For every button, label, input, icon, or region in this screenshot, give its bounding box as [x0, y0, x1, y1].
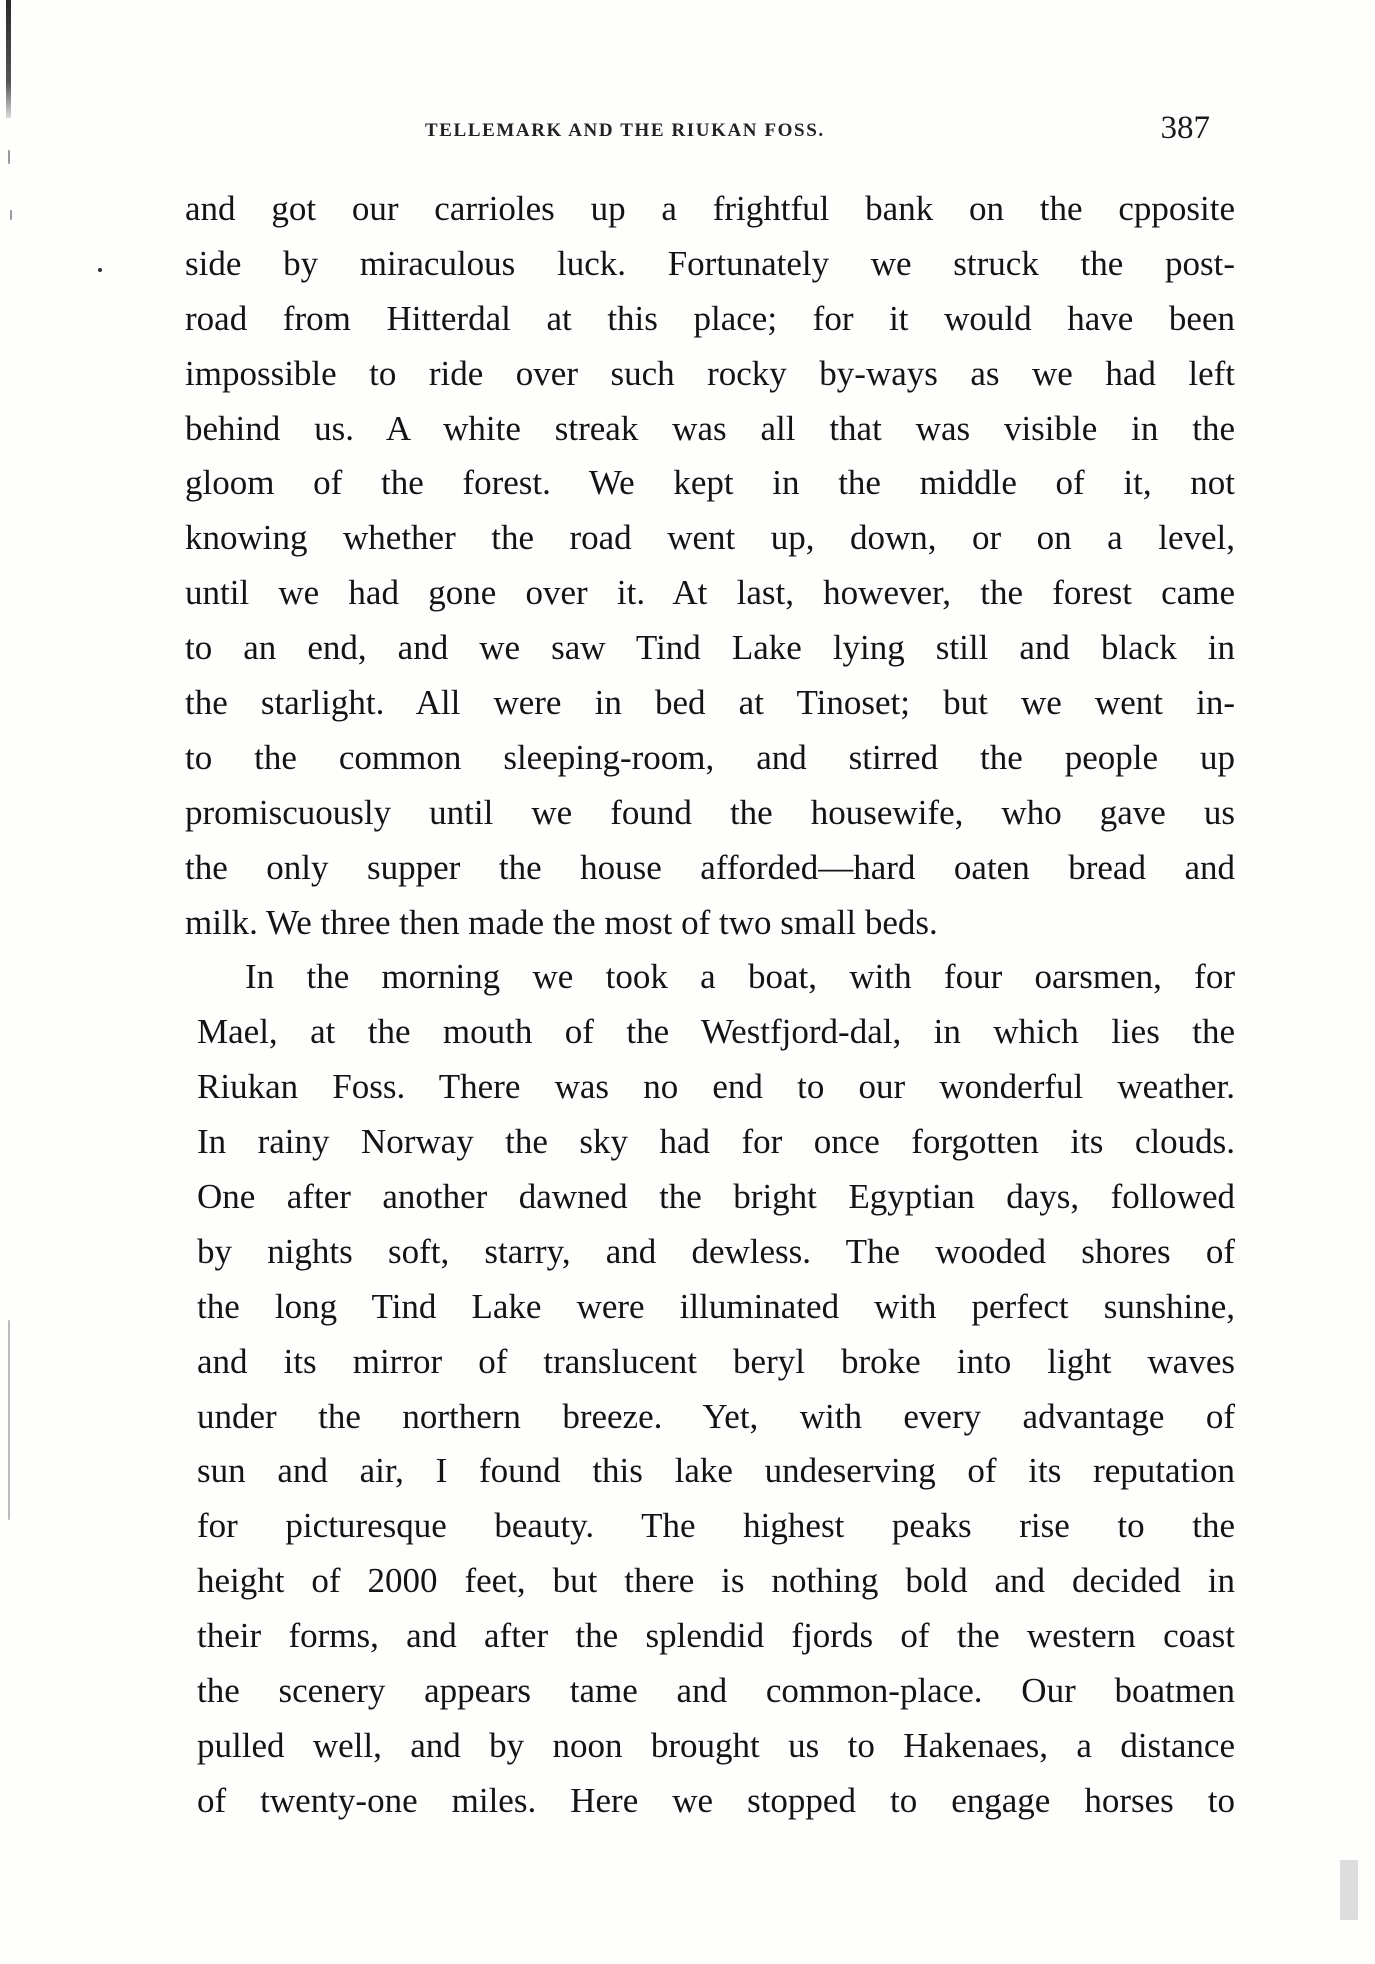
- text-line: the long Tind Lake were illuminated with perfect sunshine,: [197, 1286, 1235, 1326]
- text-line: for picturesque beauty. The highest peaks rise to the: [197, 1506, 1235, 1546]
- scan-speck: [1340, 1860, 1358, 1920]
- text-line: milk. We three then made the most of two small beds.: [185, 902, 938, 942]
- text-line: knowing whether the road went up, down, or on a level,: [185, 518, 1235, 558]
- text-line: gloom of the forest. We kept in the middle of it, not: [185, 463, 1235, 503]
- text-line: side by miraculous luck. Fortunately we struck the post-: [185, 243, 1235, 283]
- body-text: [185, 182, 1235, 1829]
- text-line: behind us. A white streak was all that was visible in the: [185, 408, 1235, 448]
- text-line: and its mirror of translucent beryl broke into light waves: [197, 1341, 1235, 1381]
- text-line: of twenty-one miles. Here we stopped to engage horses to: [197, 1780, 1235, 1820]
- text-line: pulled well, and by noon brought us to Hakenaes, a distance: [197, 1725, 1235, 1765]
- text-line: the scenery appears tame and common-place. Our boatmen: [197, 1671, 1235, 1711]
- scan-edge-shadow: [6, 0, 11, 118]
- text-line: under the northern breeze. Yet, with every advantage of: [197, 1396, 1235, 1436]
- text-line: their forms, and after the splendid fjords of the western coast: [197, 1616, 1235, 1656]
- text-line: and got our carrioles up a frightful bank on the cpposite: [185, 189, 1235, 228]
- scan-speck: [98, 268, 102, 272]
- paragraph-2: [185, 950, 1235, 1828]
- running-head: TELLEMARK AND THE RIUKAN FOSS.: [425, 120, 825, 141]
- text-line: Riukan Foss. There was no end to our wonderful weather.: [197, 1067, 1235, 1107]
- text-line: to the common sleeping-room, and stirred the people up: [185, 737, 1235, 777]
- text-line: the only supper the house afforded—hard oaten bread and: [185, 847, 1235, 887]
- text-line: to an end, and we saw Tind Lake lying still and black in: [185, 628, 1235, 668]
- text-line: impossible to ride over such rocky by-ways as we had left: [185, 353, 1235, 393]
- text-line: until we had gone over it. At last, however, the forest came: [185, 573, 1235, 613]
- page-number: 387: [1160, 110, 1210, 146]
- paragraph-1: [185, 182, 1235, 950]
- text-line: One after another dawned the bright Egyptian days, followed: [197, 1177, 1235, 1217]
- text-line: In rainy Norway the sky had for once forgotten its clouds.: [197, 1122, 1235, 1162]
- scan-speck: [10, 210, 12, 220]
- page-header: [180, 112, 1228, 152]
- text-line: Mael, at the mouth of the Westfjord-dal, in which lies the: [197, 1012, 1235, 1052]
- scan-speck: [8, 150, 10, 164]
- text-line: sun and air, I found this lake undeserving of its reputation: [197, 1451, 1235, 1491]
- text-line: road from Hitterdal at this place; for it would have been: [185, 298, 1235, 338]
- text-line: the starlight. All were in bed at Tinoset; but we went in-: [185, 683, 1235, 723]
- text-line: by nights soft, starry, and dewless. The wooded shores of: [197, 1231, 1235, 1271]
- text-line: height of 2000 feet, but there is nothing bold and decided in: [197, 1561, 1235, 1601]
- scan-speck: [8, 1320, 10, 1520]
- text-line: promiscuously until we found the housewife, who gave us: [185, 792, 1235, 832]
- text-line: In the morning we took a boat, with four oarsmen, for: [245, 957, 1235, 997]
